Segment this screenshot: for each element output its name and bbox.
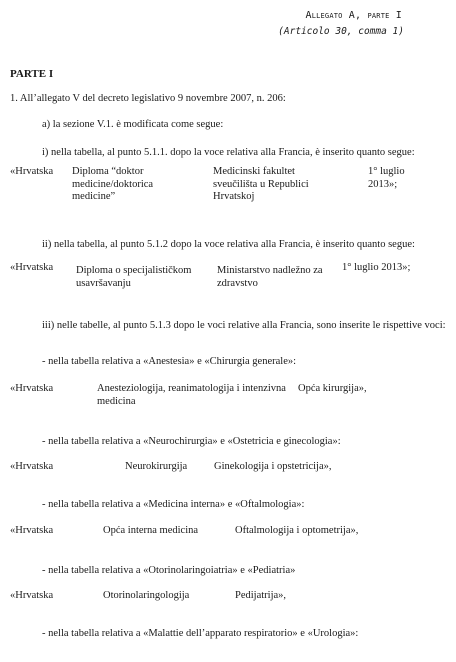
articolo-reference: (Articolo 30, comma 1): [278, 26, 404, 37]
specialty-cell: Pedijatrija»,: [235, 590, 287, 601]
specialty-cell: Otorinolaringologija: [103, 590, 190, 601]
date-cell: 1° luglio 2013»;: [368, 166, 405, 190]
country-cell: «Hrvatska: [10, 590, 54, 601]
country-cell: «Hrvatska: [10, 525, 54, 536]
sub-table-label: - nella tabella relativa a «Neurochirurgia» e «Ostetricia e ginecologia»:: [42, 436, 341, 447]
specialty-cell: Opća kirurgija»,: [298, 383, 367, 394]
diploma-cell: Diploma “doktor medicine/doktorica medicine”: [72, 166, 154, 203]
country-cell: «Hrvatska: [10, 461, 54, 472]
awarding-body-cell: Ministarstvo nadležno za zdravstvo: [217, 265, 323, 289]
specialty-cell: Anesteziologija, reanimatologija i intenzivna medicina: [97, 383, 286, 407]
part-title: PARTE I: [10, 68, 54, 80]
sub-table-label: - nella tabella relativa a «Otorinolaringoiatria» e «Pediatria»: [42, 565, 296, 576]
country-cell: «Hrvatska: [10, 262, 54, 273]
intro-paragraph: 1. All’allegato V del decreto legislativo 9 novembre 2007, n. 206:: [10, 93, 286, 104]
specialty-cell: Ginekologija i opstetricija»,: [214, 461, 332, 472]
specialty-cell: Opća interna medicina: [103, 525, 199, 536]
specialty-cell: Oftalmologija i optometrija»,: [235, 525, 359, 536]
awarding-body-cell: Medicinski fakultet sveučilišta u Republici Hrvatskoj: [213, 166, 309, 203]
allegato-heading: Allegato A, parte I: [305, 10, 402, 21]
country-cell: «Hrvatska: [10, 383, 54, 394]
sub-table-label: - nella tabella relativa a «Medicina interna» e «Oftalmologia»:: [42, 499, 305, 510]
sub-table-label: - nella tabella relativa a «Malattie dell’apparato respiratorio» e «Urologia»:: [42, 628, 359, 639]
point-a: a) la sezione V.1. è modificata come segue:: [42, 119, 224, 130]
diploma-cell: Diploma o specijalističkom usavršavanju: [76, 265, 192, 289]
date-cell: 1° luglio 2013»;: [342, 262, 411, 273]
country-cell: «Hrvatska: [10, 166, 54, 177]
point-ii: ii) nella tabella, al punto 5.1.2 dopo la voce relativa alla Francia, è inserito quanto segue:: [42, 239, 415, 250]
specialty-cell: Neurokirurgija: [125, 461, 188, 472]
point-i: i) nella tabella, al punto 5.1.1. dopo la voce relativa alla Francia, è inserito quanto segue:: [42, 147, 415, 158]
sub-table-label: - nella tabella relativa a «Anestesia» e «Chirurgia generale»:: [42, 356, 297, 367]
point-iii: iii) nelle tabelle, al punto 5.1.3 dopo le voci relative alla Francia, sono inserite le rispettive voci:: [42, 320, 446, 331]
